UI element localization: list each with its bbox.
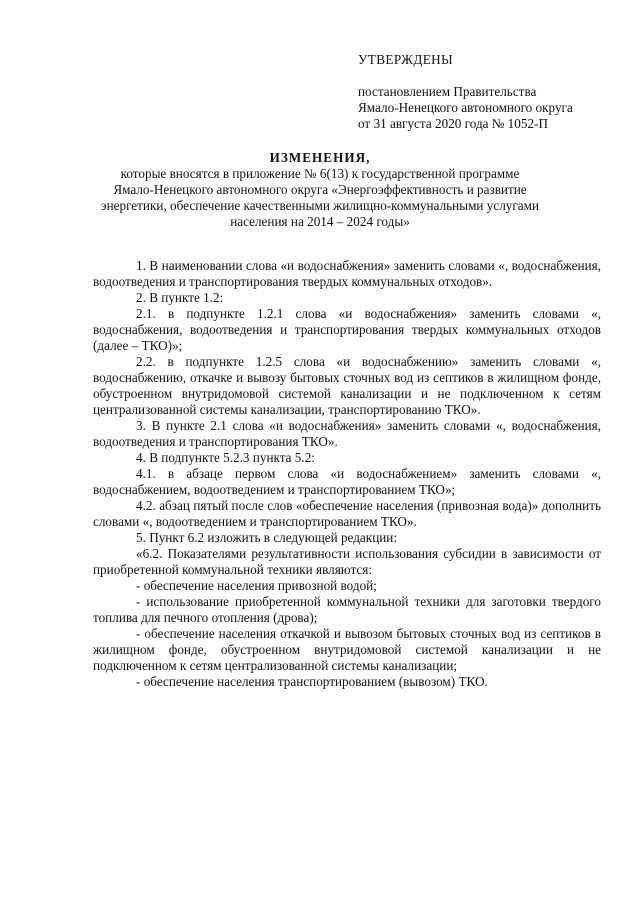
paragraph: 2.1. в подпункте 1.2.1 слова «и водоснабжения» заменить словами «, водоснабжения, водоотведения и транспортирования твердых коммунальных отходов (далее – ТКО)»; bbox=[93, 306, 601, 353]
heading-line: энергетики, обеспечение качественными жилищно-коммунальными услугами bbox=[100, 198, 540, 213]
paragraph: - обеспечение населения откачкой и вывозом бытовых сточных вод из септиков в жилищном фонде, обустроенном внутридомовой системой канализации и не подключенном к сетям централизованной системы канализации; bbox=[93, 626, 601, 673]
paragraph: 2.2. в подпункте 1.2.5 слова «и водоснабжению» заменить словами «, водоснабжению, откачке и вывозу бытовых сточных вод из септиков в жилищном фонде, обустроенном внутридомовой системой канализации и не подключенном к сетям централизованной системы канализации, транспортированию ТКО». bbox=[93, 354, 601, 417]
approval-line: Ямало-Ненецкого автономного округа bbox=[358, 100, 573, 115]
document-body bbox=[93, 258, 601, 690]
paragraph: 4. В подпункте 5.2.3 пункта 5.2: bbox=[136, 450, 315, 465]
approval-line: постановлением Правительства bbox=[358, 84, 537, 99]
paragraph: 5. Пункт 6.2 изложить в следующей редакции: bbox=[136, 530, 398, 545]
paragraph: 2. В пункте 1.2: bbox=[136, 290, 224, 305]
paragraph: «6.2. Показателями результативности использования субсидии в зависимости от приобретенной коммунальной техники являются: bbox=[93, 546, 601, 577]
approval-line: от 31 августа 2020 года № 1052-П bbox=[358, 116, 548, 131]
paragraph: 1. В наименовании слова «и водоснабжения» заменить словами «, водоснабжения, водоотведения и транспортирования твердых коммунальных отходов». bbox=[93, 258, 601, 289]
approval-block bbox=[358, 52, 628, 132]
paragraph: 3. В пункте 2.1 слова «и водоснабжения» заменить словами «, водоснабжения, водоотведения и транспортирования ТКО». bbox=[93, 418, 601, 449]
paragraph: - использование приобретенной коммунальной техники для заготовки твердого топлива для печного отопления (дрова); bbox=[93, 594, 601, 625]
paragraph: - обеспечение населения транспортированием (вывозом) ТКО. bbox=[136, 674, 488, 689]
heading-line: населения на 2014 – 2024 годы» bbox=[230, 214, 410, 229]
heading-line: Ямало-Ненецкого автономного округа «Энергоэффективность и развитие bbox=[113, 182, 527, 197]
heading-title: ИЗМЕНЕНИЯ, bbox=[269, 150, 371, 165]
paragraph: - обеспечение населения привозной водой; bbox=[136, 578, 377, 593]
approval-title: УТВЕРЖДЕНЫ bbox=[358, 52, 454, 67]
heading-line: которые вносятся в приложение № 6(13) к государственной программе bbox=[120, 166, 520, 181]
paragraph: 4.2. абзац пятый после слов «обеспечение населения (привозная вода)» дополнить словами «, водоотведением и транспортированием ТКО». bbox=[93, 498, 601, 529]
document-heading bbox=[100, 150, 540, 230]
paragraph: 4.1. в абзаце первом слова «и водоснабжением» заменить словами «, водоснабжением, водоотведением и транспортированием ТКО»; bbox=[93, 466, 601, 497]
